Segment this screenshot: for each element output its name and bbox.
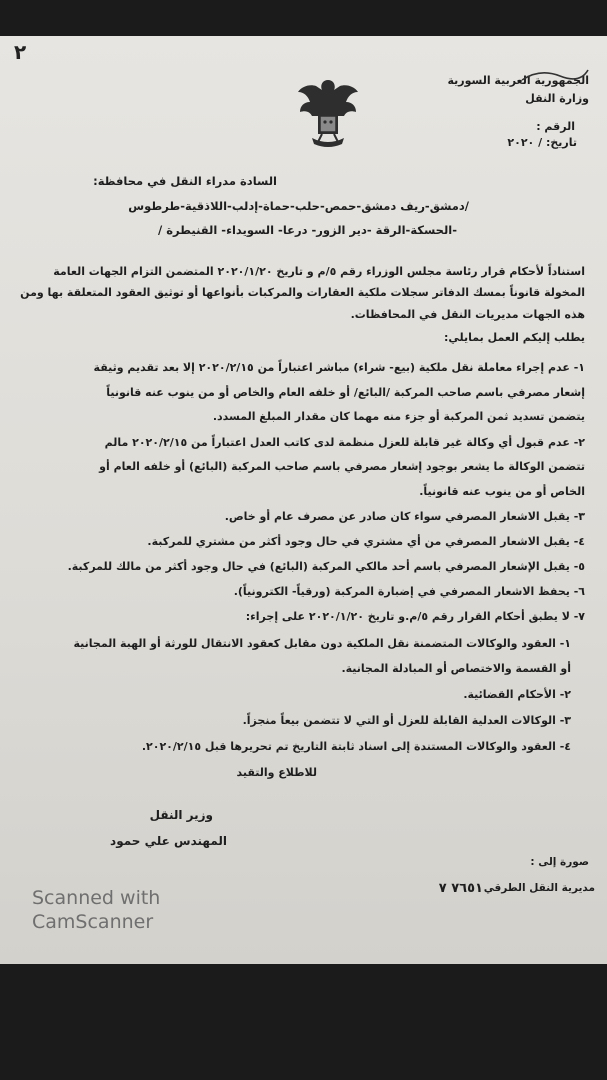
republic-title: الجمهورية العربية السورية (447, 74, 589, 87)
intro-line: هذه الجهات مديريات النقل في المحافظات. (350, 308, 585, 321)
copy-to-label: صورة إلى : (530, 856, 589, 868)
signature-title: وزير النقل (149, 808, 213, 822)
item-line: ٢- الأحكام القضائية. (463, 688, 571, 701)
item-line: ٤- العقود والوكالات المستندة إلى اسناد ثابتة التاريخ تم تحريرها قبل ٢٠٢٠/٢/١٥. (141, 740, 571, 753)
intro-line: يطلب إليكم العمل بمايلي: (444, 331, 585, 344)
item-line: أو القسمة والاختصاص أو المبادلة المجانية. (341, 662, 571, 675)
item-line: ١- العقود والوكالات المتضمنة نقل الملكية دون مقابل كعقود الانتقال للورثة أو الهبة المجانية (73, 637, 571, 650)
item-line: ٥- يقبل الإشعار المصرفي باسم أحد مالكي المركبة (البائع) في حال وجود أكثر من مالك للمركبة. (67, 560, 585, 573)
item-line: ٤- يقبل الاشعار المصرفي من أي مشتري في حال وجود أكثر من مشتري للمركبة. (147, 535, 585, 548)
intro-line: استناداً لأحكام قرار رئاسة مجلس الوزراء رقم ٥/م و تاريخ ٢٠٢٠/١/٢٠ المتضمن التزام الجهات العامة (53, 265, 585, 278)
addressee-line-3: -الحسكة-الرقة -دير الزور- درعا- السويداء- القنيطرة / (158, 223, 457, 237)
date-label: تاريخ: / ٢٠٢٠ (507, 136, 577, 149)
signature-name: المهندس علي حمود (110, 834, 227, 848)
eagle-emblem-icon (292, 72, 364, 160)
item-line: تتضمن الوكالة ما يشعر بوجود إشعار مصرفي باسم صاحب المركبة (البائع) أو خلفه العام أو (99, 460, 585, 473)
watermark-line-1: Scanned with (32, 887, 161, 909)
copy-to-recipient: مديرية النقل الطرقي (483, 882, 595, 894)
item-line: يتضمن تسديد ثمن المركبة أو جزء منه مهما كان مقدار المبلغ المسدد. (212, 410, 585, 423)
document-page (0, 36, 607, 964)
ministry-title: وزارة النقل (525, 92, 589, 105)
item-line: ٧- لا يطبق أحكام القرار رقم ٥/م.و تاريخ ٢٠٢٠/١/٢٠ على إجراء: (245, 610, 585, 623)
copy-to-number: ٧٦٥١ ٧ (438, 881, 483, 896)
reference-label: الرقم : (536, 120, 575, 133)
camscanner-watermark (32, 886, 160, 934)
addressee-line-2: /دمشق-ريف دمشق-حمص-حلب-حماة-إدلب-اللاذقية-طرطوس (128, 199, 469, 213)
item-line: ٣- يقبل الاشعار المصرفي سواء كان صادر عن مصرف عام أو خاص. (224, 510, 585, 523)
item-line: ٣- الوكالات العدلية القابلة للعزل أو التي لا تتضمن بيعاً منجزاً. (242, 714, 571, 727)
intro-line: المخولة قانوناً بمسك الدفاتر سجلات ملكية العقارات والمركبات بأنواعها أو توثيق العقود المتعلقة بها ومن (20, 286, 585, 299)
item-line: ٢- عدم قبول أي وكالة غير قابلة للعزل منظمة لدى كاتب العدل اعتباراً من ٢٠٢٠/٢/١٥ مالم (104, 436, 585, 449)
watermark-line-2: CamScanner (32, 911, 154, 933)
item-line: الخاص أو من ينوب عنه قانونياً. (419, 485, 585, 498)
item-line: إشعار مصرفي باسم صاحب المركبة /البائع/ أو خلفه العام والخاص أو من ينوب عنه قانونياً (106, 386, 585, 399)
pen-mark-icon (520, 64, 590, 88)
item-line: ١- عدم إجراء معاملة نقل ملكية (بيع- شراء) مباشر اعتباراً من ٢٠٢٠/٢/١٥ إلا بعد تقديم وثيقة (93, 361, 585, 374)
closing-line: للاطلاع والتقيد (236, 766, 317, 779)
item-line: ٦- يحفظ الاشعار المصرفي في إضبارة المركبة (ورقياً- الكترونياً). (233, 585, 585, 598)
addressee-line-1: السادة مدراء النقل في محافظة: (93, 174, 277, 188)
page-number: ٢ (14, 40, 27, 64)
